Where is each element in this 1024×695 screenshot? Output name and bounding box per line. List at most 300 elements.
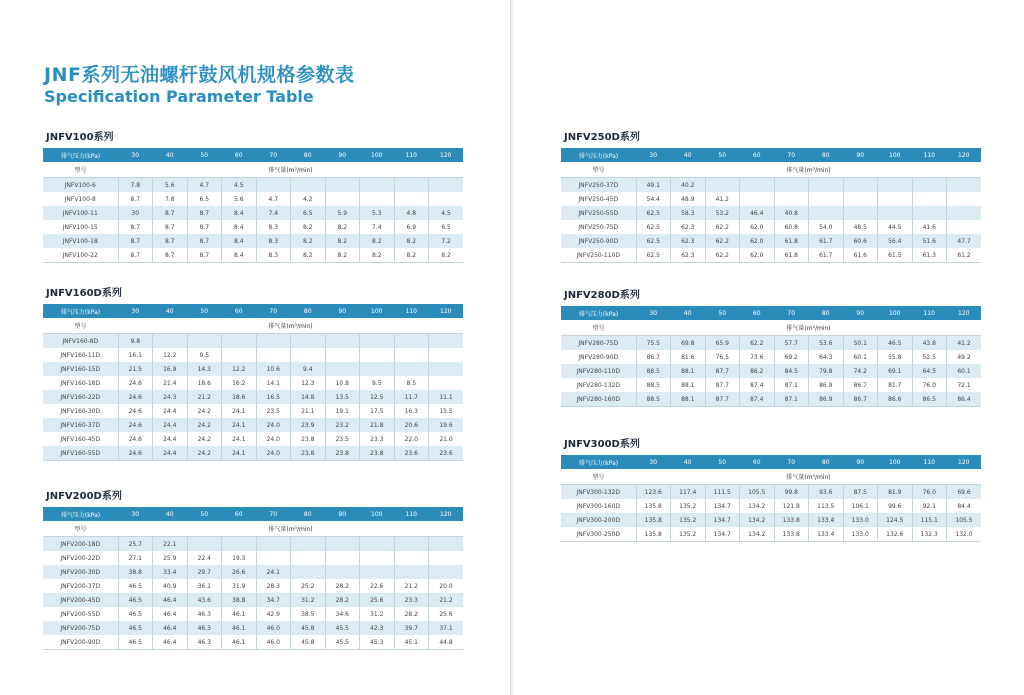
flow-cell (222, 537, 257, 552)
series-title: JNFV250D系列 (564, 132, 640, 143)
model-cell: JNFV280-160D (561, 392, 636, 407)
table-row (43, 334, 463, 349)
flow-cell: 40.2 (671, 178, 706, 193)
flow-cell: 18.6 (187, 376, 222, 390)
flow-cell: 84.5 (774, 364, 809, 378)
flow-cell: 46.0 (256, 621, 291, 635)
flow-cell: 54.4 (636, 192, 671, 206)
flow-cell: 132.6 (878, 527, 913, 542)
table-row (43, 565, 463, 579)
pressure-header-row (43, 148, 463, 162)
table-row (43, 551, 463, 565)
flow-cell: 62.2 (705, 220, 740, 234)
flow-cell: 24.0 (256, 418, 291, 432)
pressure-value: 110 (394, 148, 429, 162)
flow-cell (325, 551, 360, 565)
flow-cell (325, 537, 360, 552)
flow-cell: 8.2 (394, 248, 429, 263)
flow-cell: 135.8 (636, 527, 671, 542)
pressure-value: 90 (325, 507, 360, 521)
flow-cell: 41.2 (705, 192, 740, 206)
flow-cell: 73.6 (740, 350, 775, 364)
flow-cell: 46.4 (153, 621, 188, 635)
flow-cell: 64.3 (809, 350, 844, 364)
model-label: 型号 (43, 521, 118, 537)
pressure-value: 100 (878, 306, 913, 320)
flow-cell: 60.1 (947, 364, 982, 378)
model-cell: JNFV250-110D (561, 248, 636, 263)
flow-cell: 58.3 (671, 206, 706, 220)
flow-cell: 19.1 (325, 404, 360, 418)
flow-cell: 88.5 (636, 378, 671, 392)
flow-cell (291, 537, 326, 552)
flow-cell: 62.2 (705, 234, 740, 248)
flow-cell: 24.1 (222, 404, 257, 418)
flow-cell (256, 348, 291, 362)
flow-cell: 8.2 (291, 220, 326, 234)
flow-cell: 81.6 (671, 350, 706, 364)
pressure-value: 80 (809, 306, 844, 320)
flow-cell: 61.8 (774, 248, 809, 263)
flow-cell: 124.5 (878, 513, 913, 527)
flow-cell (740, 192, 775, 206)
flow-cell: 24.4 (153, 418, 188, 432)
flow-cell (360, 537, 395, 552)
flow-cell: 88.1 (671, 364, 706, 378)
flow-cell: 46.3 (187, 621, 222, 635)
flow-cell: 24.4 (153, 432, 188, 446)
flow-cell: 8.7 (118, 234, 153, 248)
spec-table-jnfv100 (43, 128, 463, 263)
flow-cell: 84.4 (947, 499, 982, 513)
flow-cell: 61.7 (809, 234, 844, 248)
flow-cell: 75.5 (636, 336, 671, 351)
flow-cell (429, 565, 464, 579)
flow-cell: 87.1 (774, 392, 809, 407)
pressure-value: 40 (153, 304, 188, 318)
pressure-value: 50 (187, 304, 222, 318)
pressure-value: 70 (774, 148, 809, 162)
flow-cell: 16.1 (118, 348, 153, 362)
pressure-value: 70 (774, 455, 809, 469)
flow-cell (912, 192, 947, 206)
flow-cell: 46.3 (187, 635, 222, 650)
flow-cell: 23.8 (291, 432, 326, 446)
flow-cell: 60.6 (843, 234, 878, 248)
flow-cell: 40.9 (153, 579, 188, 593)
flow-cell: 62.0 (740, 248, 775, 263)
flow-cell (291, 348, 326, 362)
pressure-value: 50 (187, 148, 222, 162)
flow-cell: 99.6 (878, 499, 913, 513)
pressure-header-row (43, 304, 463, 318)
flow-label: 排气量(m³/min) (636, 162, 981, 178)
flow-cell: 24.6 (118, 376, 153, 390)
flow-cell (325, 565, 360, 579)
flow-cell (774, 178, 809, 193)
flow-cell: 8.7 (187, 220, 222, 234)
unit-header-row (43, 162, 463, 178)
table-row (43, 178, 463, 193)
flow-cell: 19.3 (222, 551, 257, 565)
flow-cell: 49.2 (947, 350, 982, 364)
pressure-value: 30 (118, 148, 153, 162)
flow-cell (325, 348, 360, 362)
spec-table-jnfv300d (561, 435, 981, 542)
model-cell: JNFV300-200D (561, 513, 636, 527)
table-row (43, 376, 463, 390)
flow-cell: 135.2 (671, 527, 706, 542)
flow-cell: 24.4 (153, 404, 188, 418)
flow-cell: 24.2 (187, 432, 222, 446)
model-cell: JNFV200-22D (43, 551, 118, 565)
model-cell: JNFV160-15D (43, 362, 118, 376)
flow-cell: 79.8 (809, 364, 844, 378)
flow-cell (360, 362, 395, 376)
model-cell: JNFV300-132D (561, 485, 636, 500)
model-cell: JNFV100-6 (43, 178, 118, 193)
flow-cell: 134.7 (705, 499, 740, 513)
flow-cell (947, 206, 982, 220)
flow-cell: 8.7 (187, 206, 222, 220)
flow-cell: 24.6 (118, 446, 153, 461)
flow-cell: 7.8 (118, 178, 153, 193)
pressure-label: 排气压力(kPa) (561, 455, 636, 469)
pressure-value: 90 (843, 455, 878, 469)
flow-cell: 25.9 (153, 551, 188, 565)
model-cell: JNFV280-90D (561, 350, 636, 364)
table-row (43, 206, 463, 220)
flow-cell: 46.1 (222, 635, 257, 650)
flow-cell (429, 376, 464, 390)
flow-cell: 87.1 (774, 378, 809, 392)
flow-cell: 134.2 (740, 513, 775, 527)
flow-cell: 49.1 (636, 178, 671, 193)
flow-cell: 48.9 (671, 192, 706, 206)
flow-cell: 46.5 (878, 336, 913, 351)
flow-cell: 16.3 (394, 404, 429, 418)
flow-cell: 42.3 (360, 621, 395, 635)
pressure-label: 排气压力(kPa) (43, 507, 118, 521)
flow-cell (809, 192, 844, 206)
flow-cell (878, 178, 913, 193)
flow-cell: 27.1 (118, 551, 153, 565)
table-row (561, 513, 981, 527)
table-row (43, 593, 463, 607)
flow-cell (360, 178, 395, 193)
flow-cell (429, 348, 464, 362)
flow-cell: 8.7 (187, 248, 222, 263)
pressure-value: 30 (118, 507, 153, 521)
flow-cell: 24.2 (187, 446, 222, 461)
flow-cell: 76.5 (705, 350, 740, 364)
pressure-value: 70 (256, 148, 291, 162)
flow-cell: 41.6 (912, 220, 947, 234)
flow-cell: 106.1 (843, 499, 878, 513)
table-row (561, 392, 981, 407)
flow-cell: 48.5 (843, 220, 878, 234)
pressure-value: 90 (843, 148, 878, 162)
flow-cell: 115.1 (912, 513, 947, 527)
flow-cell (325, 334, 360, 349)
model-cell: JNFV250-37D (561, 178, 636, 193)
flow-cell: 46.1 (222, 621, 257, 635)
flow-cell: 24.4 (153, 446, 188, 461)
flow-cell: 5.6 (222, 192, 257, 206)
flow-cell: 40.8 (774, 206, 809, 220)
flow-label: 排气量(m³/min) (118, 318, 463, 334)
flow-cell: 8.4 (222, 234, 257, 248)
flow-cell: 61.8 (774, 234, 809, 248)
flow-cell: 4.8 (394, 206, 429, 220)
pressure-value: 90 (325, 148, 360, 162)
pressure-value: 120 (429, 148, 464, 162)
pressure-value: 50 (187, 507, 222, 521)
pressure-value: 110 (912, 148, 947, 162)
flow-cell (947, 192, 982, 206)
flow-cell (360, 334, 395, 349)
flow-cell: 28.2 (394, 607, 429, 621)
flow-cell: 87.7 (705, 392, 740, 407)
flow-cell: 38.8 (118, 565, 153, 579)
flow-cell (291, 334, 326, 349)
flow-cell: 46.3 (187, 607, 222, 621)
flow-cell: 5.9 (325, 206, 360, 220)
model-cell: JNFV200-18D (43, 537, 118, 552)
flow-cell: 31.2 (360, 607, 395, 621)
flow-cell (256, 334, 291, 349)
flow-cell (843, 192, 878, 206)
flow-cell (222, 348, 257, 362)
flow-cell: 72.1 (947, 378, 982, 392)
pressure-value: 30 (636, 148, 671, 162)
flow-cell (291, 565, 326, 579)
flow-cell: 21.8 (360, 418, 395, 432)
flow-cell: 133.0 (843, 527, 878, 542)
flow-cell (947, 178, 982, 193)
flow-cell: 8.7 (153, 234, 188, 248)
pressure-value: 30 (118, 304, 153, 318)
table-row (43, 607, 463, 621)
flow-cell: 62.5 (636, 220, 671, 234)
flow-cell (187, 334, 222, 349)
model-cell: JNFV100-8 (43, 192, 118, 206)
flow-cell (325, 192, 360, 206)
model-label: 型号 (43, 318, 118, 334)
flow-cell (360, 565, 395, 579)
flow-cell: 46.5 (118, 621, 153, 635)
flow-cell: 76.0 (912, 378, 947, 392)
flow-cell: 23.3 (394, 593, 429, 607)
flow-cell: 20.6 (394, 418, 429, 432)
flow-cell: 81.7 (878, 378, 913, 392)
flow-cell: 15.5 (429, 404, 464, 418)
table-row (43, 234, 463, 248)
spec-table (43, 507, 463, 650)
flow-cell: 62.3 (671, 248, 706, 263)
flow-cell: 4.7 (187, 178, 222, 193)
flow-cell: 16.5 (256, 390, 291, 404)
pressure-value: 40 (671, 455, 706, 469)
model-cell: JNFV280-110D (561, 364, 636, 378)
table-row (561, 499, 981, 513)
pressure-value: 100 (360, 148, 395, 162)
flow-cell: 61.3 (912, 248, 947, 263)
flow-cell: 64.5 (912, 364, 947, 378)
pressure-value: 40 (671, 148, 706, 162)
flow-cell: 21.1 (291, 404, 326, 418)
flow-cell: 13.5 (325, 390, 360, 404)
series-title: JNFV100系列 (46, 132, 114, 143)
flow-cell (394, 192, 429, 206)
table-row (43, 348, 463, 362)
flow-cell: 23.8 (360, 446, 395, 461)
pressure-value: 60 (740, 148, 775, 162)
flow-cell: 7.4 (360, 220, 395, 234)
flow-cell: 38.8 (222, 593, 257, 607)
pressure-header-row (561, 455, 981, 469)
flow-cell: 8.7 (118, 192, 153, 206)
flow-cell: 76.0 (912, 485, 947, 500)
spec-table (561, 455, 981, 542)
page-title-chinese: JNF系列无油螺杆鼓风机规格参数表 (44, 64, 355, 86)
flow-cell: 60.8 (774, 220, 809, 234)
pressure-value: 50 (705, 455, 740, 469)
flow-cell: 20.0 (429, 579, 464, 593)
table-row (43, 621, 463, 635)
flow-cell (740, 178, 775, 193)
pressure-value: 120 (947, 306, 982, 320)
flow-cell: 25.6 (360, 593, 395, 607)
table-row (43, 446, 463, 461)
flow-cell: 123.6 (636, 485, 671, 500)
flow-cell (843, 206, 878, 220)
flow-cell: 38.5 (291, 607, 326, 621)
flow-cell: 86.7 (843, 378, 878, 392)
flow-cell: 8.7 (153, 248, 188, 263)
flow-cell: 33.4 (153, 565, 188, 579)
flow-cell: 34.7 (256, 593, 291, 607)
flow-cell: 44.8 (429, 635, 464, 650)
pressure-value: 60 (740, 455, 775, 469)
flow-cell: 9.8 (118, 334, 153, 349)
pressure-value: 100 (878, 148, 913, 162)
table-row (43, 390, 463, 404)
series-title: JNFV280D系列 (564, 290, 640, 301)
flow-cell (256, 178, 291, 193)
flow-cell: 22.1 (153, 537, 188, 552)
table-row (43, 192, 463, 206)
table-row (561, 248, 981, 263)
flow-cell: 86.2 (740, 364, 775, 378)
flow-cell: 87.4 (740, 392, 775, 407)
flow-cell: 12.2 (222, 362, 257, 376)
flow-cell: 16.9 (153, 362, 188, 376)
flow-cell: 39.7 (394, 621, 429, 635)
flow-cell: 42.9 (256, 607, 291, 621)
model-cell: JNFV200-90D (43, 635, 118, 650)
flow-cell: 86.6 (878, 392, 913, 407)
flow-cell: 5.6 (153, 178, 188, 193)
flow-cell: 46.1 (222, 607, 257, 621)
flow-cell: 28.2 (325, 579, 360, 593)
pressure-value: 60 (222, 507, 257, 521)
pressure-value: 40 (153, 507, 188, 521)
flow-cell: 14.1 (256, 376, 291, 390)
flow-cell: 47.7 (947, 234, 982, 248)
flow-cell: 8.2 (291, 234, 326, 248)
flow-cell: 86.7 (843, 392, 878, 407)
flow-cell: 133.8 (774, 513, 809, 527)
flow-cell (291, 178, 326, 193)
model-cell: JNFV100-15 (43, 220, 118, 234)
flow-cell: 135.2 (671, 513, 706, 527)
flow-cell: 62.3 (671, 234, 706, 248)
flow-cell: 12.5 (360, 390, 395, 404)
flow-cell: 12.3 (291, 376, 326, 390)
flow-cell: 10.6 (256, 362, 291, 376)
flow-cell: 8.2 (291, 248, 326, 263)
pressure-value: 80 (809, 455, 844, 469)
flow-cell: 46.5 (118, 607, 153, 621)
flow-cell: 105.5 (740, 485, 775, 500)
flow-cell: 61.2 (947, 248, 982, 263)
model-cell: JNFV160-55D (43, 446, 118, 461)
flow-cell: 12.2 (153, 348, 188, 362)
flow-cell: 62.5 (636, 206, 671, 220)
pressure-value: 70 (256, 507, 291, 521)
table-row (561, 378, 981, 392)
model-cell: JNFV250-75D (561, 220, 636, 234)
flow-cell: 6.5 (291, 206, 326, 220)
pressure-value: 70 (774, 306, 809, 320)
flow-cell: 46.5 (118, 579, 153, 593)
flow-cell (912, 178, 947, 193)
model-label: 型号 (43, 162, 118, 178)
flow-cell: 25.7 (118, 537, 153, 552)
flow-cell: 51.6 (912, 234, 947, 248)
flow-cell: 24.0 (256, 446, 291, 461)
flow-cell: 9.5 (187, 348, 222, 362)
flow-cell: 24.0 (256, 432, 291, 446)
flow-cell: 11.7 (394, 390, 429, 404)
flow-cell: 14.3 (187, 362, 222, 376)
flow-cell: 45.3 (360, 635, 395, 650)
flow-cell (705, 178, 740, 193)
pressure-value: 110 (912, 455, 947, 469)
spec-table (43, 304, 463, 461)
flow-cell (360, 192, 395, 206)
spec-table (561, 306, 981, 407)
table-row (43, 418, 463, 432)
pressure-label: 排气压力(kPa) (561, 148, 636, 162)
unit-header-row (43, 521, 463, 537)
table-row (561, 336, 981, 351)
model-cell: JNFV100-18 (43, 234, 118, 248)
flow-cell: 4.5 (222, 178, 257, 193)
model-cell: JNFV160-45D (43, 432, 118, 446)
flow-cell: 133.8 (774, 527, 809, 542)
flow-cell: 21.2 (429, 593, 464, 607)
flow-cell: 87.5 (843, 485, 878, 500)
flow-cell (394, 537, 429, 552)
flow-cell: 29.7 (187, 565, 222, 579)
model-cell: JNFV100-11 (43, 206, 118, 220)
table-row (43, 432, 463, 446)
pressure-label: 排气压力(kPa) (43, 148, 118, 162)
flow-cell: 8.2 (325, 248, 360, 263)
flow-cell: 8.7 (153, 206, 188, 220)
